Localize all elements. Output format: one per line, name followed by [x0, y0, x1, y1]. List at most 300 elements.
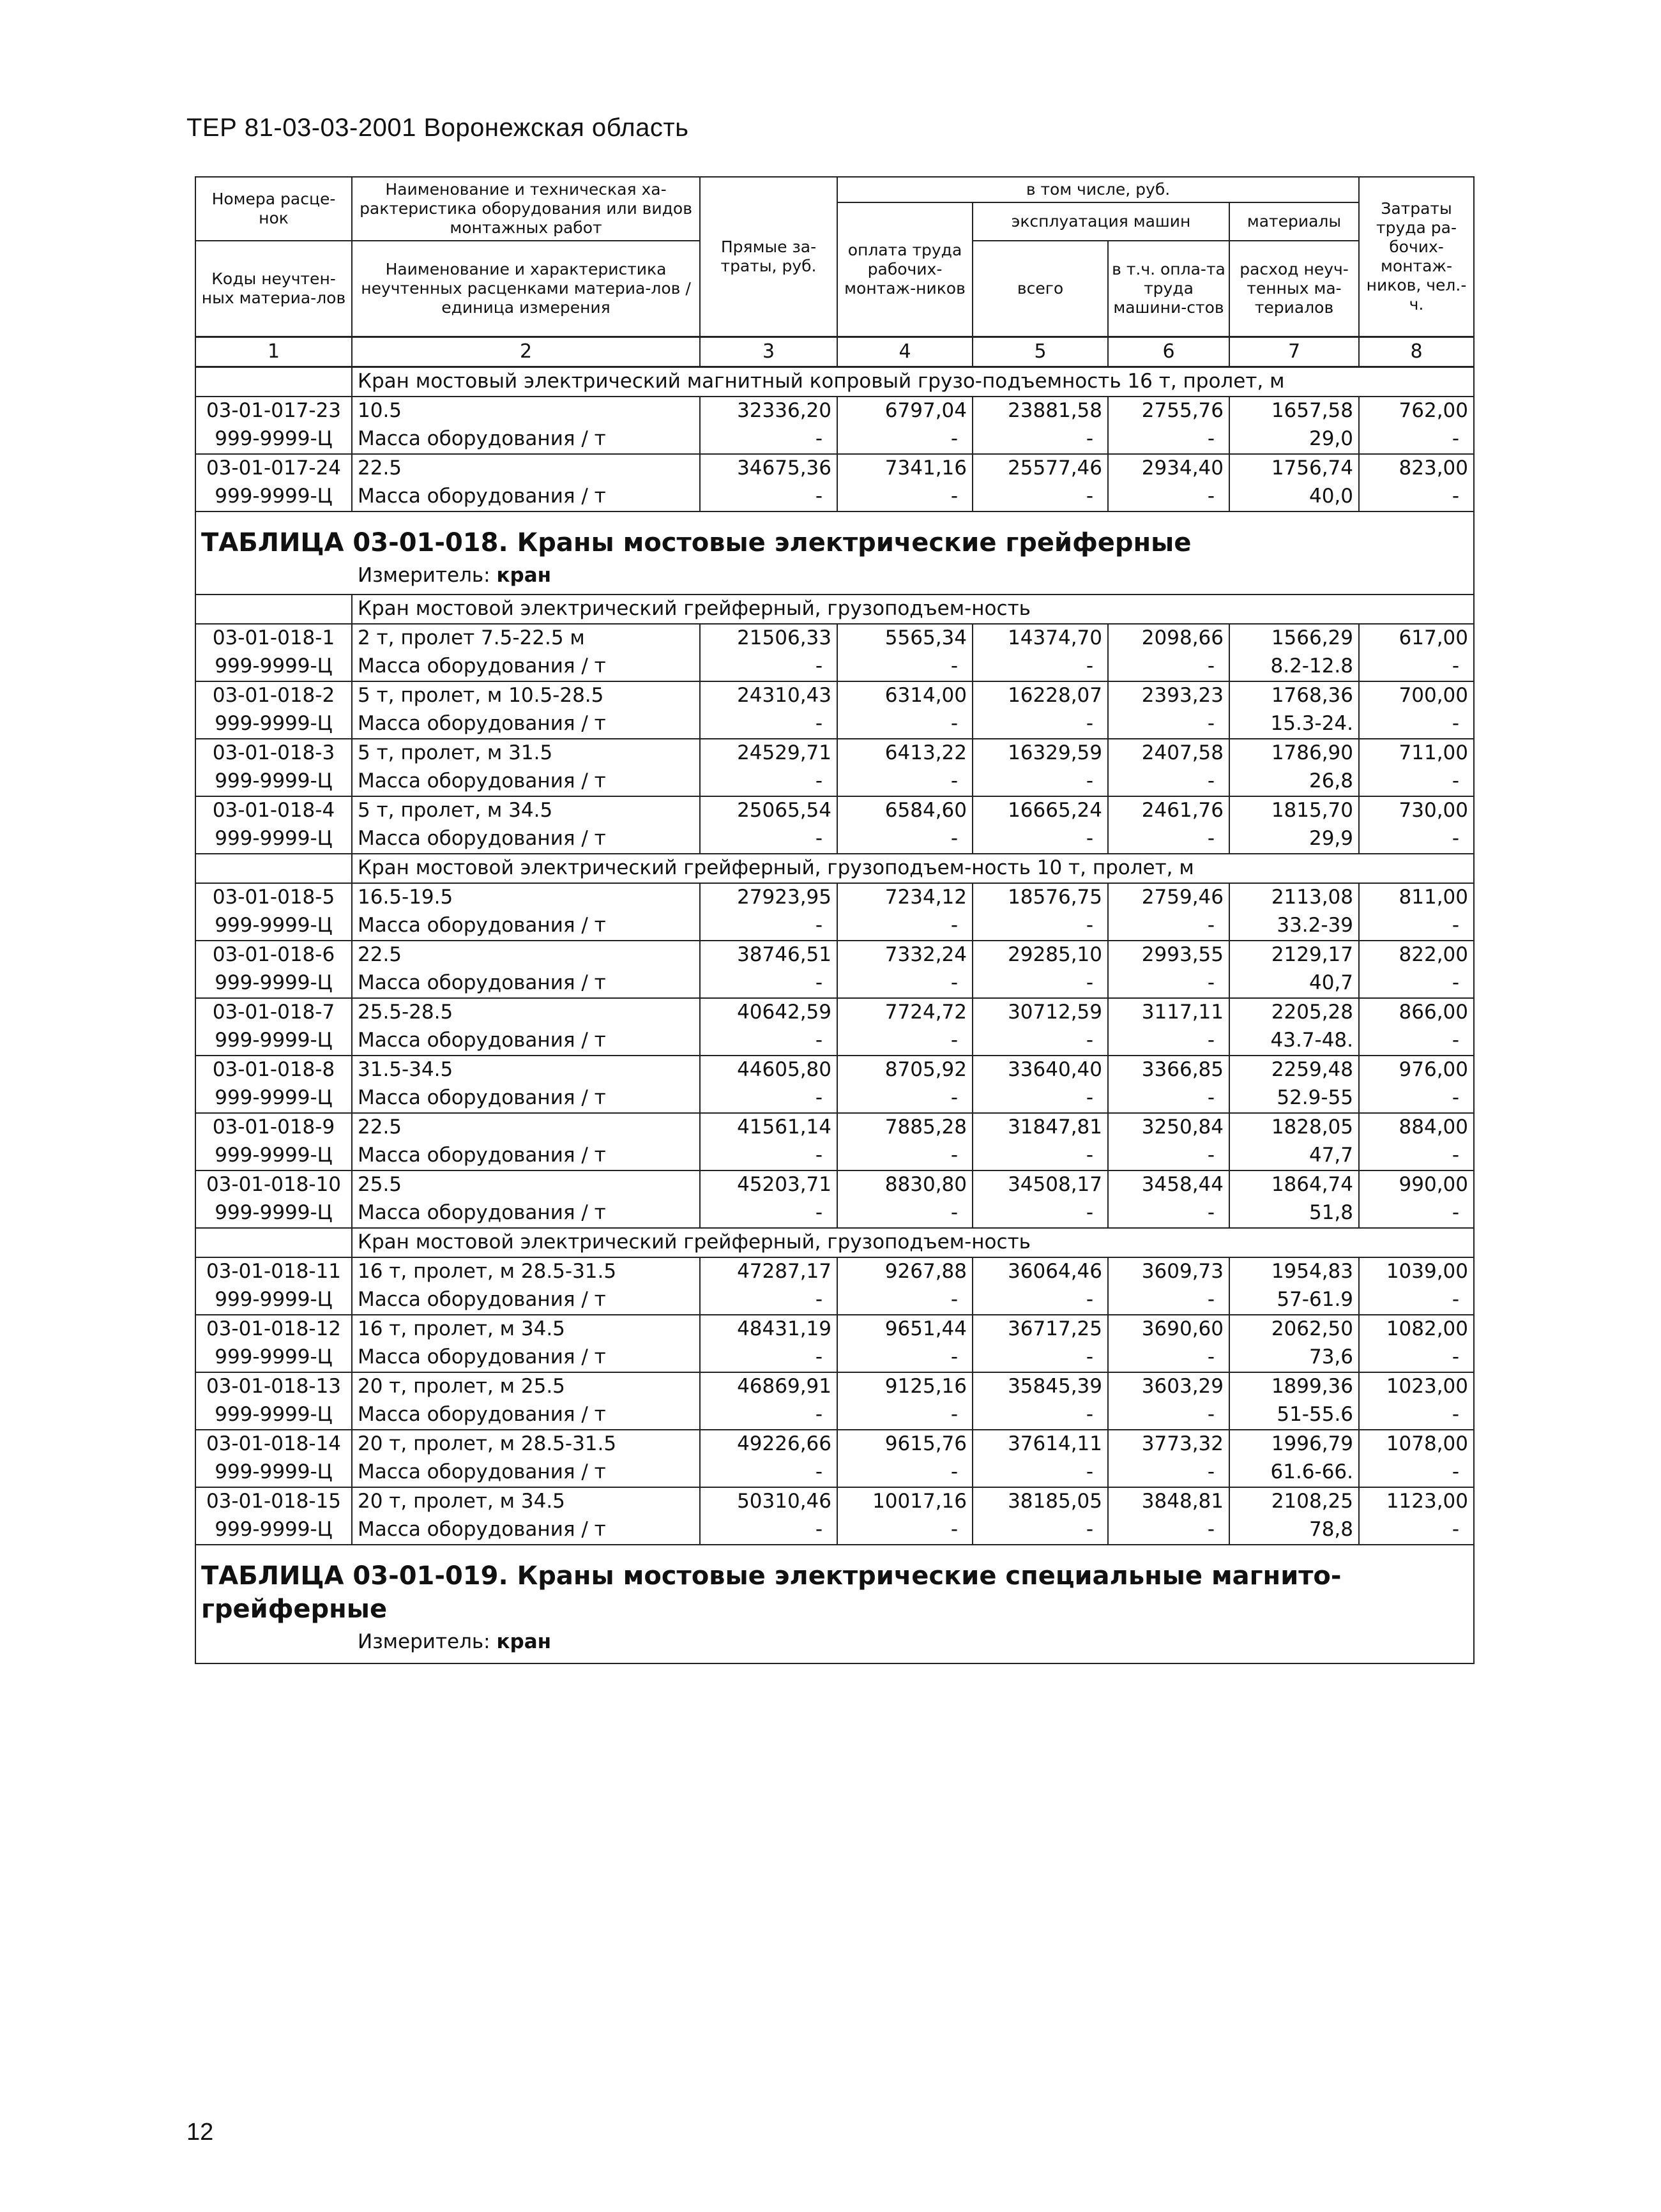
- machinist-pay: 2098,66: [1108, 624, 1229, 653]
- materials-cost: 1566,29: [1229, 624, 1359, 653]
- rate-name: 16 т, пролет, м 34.5: [352, 1315, 700, 1344]
- machine-cost: 31847,81: [973, 1113, 1108, 1142]
- machine-cost: 37614,11: [973, 1430, 1108, 1458]
- direct-cost: 32336,20: [700, 397, 837, 425]
- labor-cost: 9125,16: [837, 1372, 973, 1401]
- material-code: 999-9999-Ц: [195, 1286, 352, 1315]
- rate-name: 5 т, пролет, м 10.5-28.5: [352, 681, 700, 710]
- table-row: [195, 681, 1474, 710]
- labor-hours: 1082,00: [1359, 1315, 1474, 1344]
- materials-cost: 1954,83: [1229, 1257, 1359, 1286]
- material-name: Масса оборудования / т: [352, 425, 700, 454]
- rate-name: 20 т, пролет, м 25.5: [352, 1372, 700, 1401]
- table-row: [195, 941, 1474, 969]
- direct-cost: 24529,71: [700, 739, 837, 768]
- machine-cost: 36717,25: [973, 1315, 1108, 1344]
- labor-cost: 9615,76: [837, 1430, 973, 1458]
- table-row: [195, 1170, 1474, 1199]
- material-machinist-pay: -: [1108, 425, 1229, 454]
- section-title: ТАБЛИЦА 03-01-018. Краны мостовые электрические грейферные: [195, 511, 1474, 562]
- material-consumption: 51,8: [1229, 1199, 1359, 1228]
- header-col5: всего: [973, 241, 1108, 337]
- material-labor-cost: -: [837, 425, 973, 454]
- material-consumption: 43.7-48.: [1229, 1027, 1359, 1056]
- materials-cost: 2113,08: [1229, 883, 1359, 912]
- header-including: в том числе, руб.: [837, 177, 1359, 202]
- materials-cost: 2062,50: [1229, 1315, 1359, 1344]
- rate-code: 03-01-018-10: [195, 1170, 352, 1199]
- materials-cost: 2108,25: [1229, 1487, 1359, 1516]
- machinist-pay: 3458,44: [1108, 1170, 1229, 1199]
- machinist-pay: 3848,81: [1108, 1487, 1229, 1516]
- material-labor-cost: -: [837, 969, 973, 998]
- material-name: Масса оборудования / т: [352, 1344, 700, 1372]
- machinist-pay: 3773,32: [1108, 1430, 1229, 1458]
- header-col1-bottom: Коды неучтен-ных материа-лов: [195, 241, 352, 337]
- section-title: ТАБЛИЦА 03-01-019. Краны мостовые электрические специальные магнито-грейферные: [195, 1545, 1474, 1628]
- material-direct-cost: -: [700, 768, 837, 796]
- materials-cost: 1815,70: [1229, 796, 1359, 825]
- rate-code: 03-01-018-7: [195, 998, 352, 1027]
- measure-row: [195, 562, 1474, 595]
- labor-cost: 6584,60: [837, 796, 973, 825]
- labor-cost: 5565,34: [837, 624, 973, 653]
- rate-code: 03-01-018-11: [195, 1257, 352, 1286]
- rate-name: 31.5-34.5: [352, 1056, 700, 1084]
- labor-hours: 762,00: [1359, 397, 1474, 425]
- labor-hours: 884,00: [1359, 1113, 1474, 1142]
- direct-cost: 27923,95: [700, 883, 837, 912]
- material-labor-cost: -: [837, 912, 973, 941]
- direct-cost: 44605,80: [700, 1056, 837, 1084]
- material-machinist-pay: -: [1108, 1286, 1229, 1315]
- direct-cost: 50310,46: [700, 1487, 837, 1516]
- rate-name: 16 т, пролет, м 28.5-31.5: [352, 1257, 700, 1286]
- material-consumption: 51-55.6: [1229, 1401, 1359, 1430]
- direct-cost: 45203,71: [700, 1170, 837, 1199]
- materials-cost: 1657,58: [1229, 397, 1359, 425]
- labor-hours: 823,00: [1359, 454, 1474, 483]
- labor-hours: 730,00: [1359, 796, 1474, 825]
- rate-code: 03-01-018-13: [195, 1372, 352, 1401]
- materials-cost: 1899,36: [1229, 1372, 1359, 1401]
- material-labor-cost: -: [837, 1458, 973, 1487]
- material-row: [195, 653, 1474, 681]
- material-name: Масса оборудования / т: [352, 1516, 700, 1545]
- rate-name: 22.5: [352, 941, 700, 969]
- group-row: [195, 1228, 1474, 1257]
- material-name: Масса оборудования / т: [352, 483, 700, 511]
- material-direct-cost: -: [700, 1027, 837, 1056]
- labor-cost: 9651,44: [837, 1315, 973, 1344]
- rate-code: 03-01-018-8: [195, 1056, 352, 1084]
- material-direct-cost: -: [700, 1286, 837, 1315]
- material-machine-cost: -: [973, 1084, 1108, 1113]
- labor-hours: 990,00: [1359, 1170, 1474, 1199]
- rate-name: 2 т, пролет 7.5-22.5 м: [352, 624, 700, 653]
- material-labor-cost: -: [837, 1516, 973, 1545]
- direct-cost: 40642,59: [700, 998, 837, 1027]
- material-code: 999-9999-Ц: [195, 653, 352, 681]
- header-col6: в т.ч. опла-та труда машини-стов: [1108, 241, 1229, 337]
- material-labor-cost: -: [837, 483, 973, 511]
- table-body: [195, 177, 1474, 1663]
- material-name: Масса оборудования / т: [352, 912, 700, 941]
- material-machinist-pay: -: [1108, 825, 1229, 854]
- machinist-pay: 2461,76: [1108, 796, 1229, 825]
- material-machine-cost: -: [973, 425, 1108, 454]
- material-row: [195, 1401, 1474, 1430]
- measure-cell: [195, 1628, 1474, 1663]
- material-code: 999-9999-Ц: [195, 825, 352, 854]
- material-direct-cost: -: [700, 1199, 837, 1228]
- material-code: 999-9999-Ц: [195, 912, 352, 941]
- machine-cost: 33640,40: [973, 1056, 1108, 1084]
- material-labor-hours: -: [1359, 912, 1474, 941]
- material-row: [195, 912, 1474, 941]
- labor-cost: 7341,16: [837, 454, 973, 483]
- labor-hours: 811,00: [1359, 883, 1474, 912]
- column-number: 6: [1108, 337, 1229, 367]
- material-labor-hours: -: [1359, 653, 1474, 681]
- material-row: [195, 1084, 1474, 1113]
- labor-hours: 1123,00: [1359, 1487, 1474, 1516]
- material-name: Масса оборудования / т: [352, 1027, 700, 1056]
- materials-cost: 1996,79: [1229, 1430, 1359, 1458]
- machine-cost: 30712,59: [973, 998, 1108, 1027]
- table-row: [195, 1372, 1474, 1401]
- material-name: Масса оборудования / т: [352, 1084, 700, 1113]
- material-name: Масса оборудования / т: [352, 825, 700, 854]
- group-code-cell: [195, 854, 352, 883]
- material-direct-cost: -: [700, 425, 837, 454]
- materials-cost: 2259,48: [1229, 1056, 1359, 1084]
- labor-cost: 6314,00: [837, 681, 973, 710]
- material-name: Масса оборудования / т: [352, 1458, 700, 1487]
- materials-cost: 1768,36: [1229, 681, 1359, 710]
- direct-cost: 48431,19: [700, 1315, 837, 1344]
- labor-cost: 6797,04: [837, 397, 973, 425]
- material-consumption: 52.9-55: [1229, 1084, 1359, 1113]
- table-row: [195, 739, 1474, 768]
- labor-hours: 822,00: [1359, 941, 1474, 969]
- rate-name: 10.5: [352, 397, 700, 425]
- material-direct-cost: -: [700, 912, 837, 941]
- measure-value: кран: [496, 1630, 552, 1653]
- material-labor-cost: -: [837, 1027, 973, 1056]
- column-number: 2: [352, 337, 700, 367]
- measure-value: кран: [496, 563, 552, 587]
- material-labor-hours: -: [1359, 1458, 1474, 1487]
- machinist-pay: 2407,58: [1108, 739, 1229, 768]
- material-consumption: 61.6-66.: [1229, 1458, 1359, 1487]
- materials-cost: 1786,90: [1229, 739, 1359, 768]
- rate-code: 03-01-018-5: [195, 883, 352, 912]
- material-consumption: 29,9: [1229, 825, 1359, 854]
- group-description: Кран мостовой электрический грейферный, грузоподъем-ность: [352, 1228, 1474, 1257]
- labor-cost: 7332,24: [837, 941, 973, 969]
- rate-code: 03-01-017-24: [195, 454, 352, 483]
- material-labor-cost: -: [837, 768, 973, 796]
- material-machine-cost: -: [973, 653, 1108, 681]
- column-number: 5: [973, 337, 1108, 367]
- material-labor-hours: -: [1359, 1142, 1474, 1170]
- material-machine-cost: -: [973, 1199, 1108, 1228]
- labor-cost: 7885,28: [837, 1113, 973, 1142]
- materials-cost: 2129,17: [1229, 941, 1359, 969]
- machine-cost: 18576,75: [973, 883, 1108, 912]
- measure-cell: [195, 562, 1474, 595]
- section-title-row: [195, 511, 1474, 562]
- machine-cost: 36064,46: [973, 1257, 1108, 1286]
- material-direct-cost: -: [700, 1344, 837, 1372]
- material-consumption: 73,6: [1229, 1344, 1359, 1372]
- labor-cost: 10017,16: [837, 1487, 973, 1516]
- material-name: Масса оборудования / т: [352, 768, 700, 796]
- material-machine-cost: -: [973, 710, 1108, 739]
- materials-cost: 2205,28: [1229, 998, 1359, 1027]
- material-machinist-pay: -: [1108, 1401, 1229, 1430]
- material-machine-cost: -: [973, 1286, 1108, 1315]
- material-machine-cost: -: [973, 1516, 1108, 1545]
- machine-cost: 14374,70: [973, 624, 1108, 653]
- rate-name: 16.5-19.5: [352, 883, 700, 912]
- header-col7: расход неуч-тенных ма-териалов: [1229, 241, 1359, 337]
- material-machine-cost: -: [973, 1142, 1108, 1170]
- section-title-row: [195, 1545, 1474, 1628]
- header-col2-top: Наименование и техническая ха-рактеристика оборудования или видов монтажных работ: [352, 177, 700, 241]
- material-machinist-pay: -: [1108, 653, 1229, 681]
- material-machine-cost: -: [973, 825, 1108, 854]
- material-machinist-pay: -: [1108, 1458, 1229, 1487]
- rate-code: 03-01-018-3: [195, 739, 352, 768]
- material-consumption: 29,0: [1229, 425, 1359, 454]
- material-name: Масса оборудования / т: [352, 1401, 700, 1430]
- material-labor-cost: -: [837, 825, 973, 854]
- material-row: [195, 1286, 1474, 1315]
- material-direct-cost: -: [700, 483, 837, 511]
- direct-cost: 47287,17: [700, 1257, 837, 1286]
- materials-cost: 1828,05: [1229, 1113, 1359, 1142]
- material-machinist-pay: -: [1108, 768, 1229, 796]
- material-labor-cost: -: [837, 1286, 973, 1315]
- direct-cost: 21506,33: [700, 624, 837, 653]
- labor-hours: 866,00: [1359, 998, 1474, 1027]
- rate-name: 5 т, пролет, м 31.5: [352, 739, 700, 768]
- machine-cost: 16329,59: [973, 739, 1108, 768]
- material-machinist-pay: -: [1108, 483, 1229, 511]
- material-row: [195, 969, 1474, 998]
- materials-cost: 1864,74: [1229, 1170, 1359, 1199]
- material-code: 999-9999-Ц: [195, 1516, 352, 1545]
- material-code: 999-9999-Ц: [195, 1199, 352, 1228]
- material-machinist-pay: -: [1108, 1084, 1229, 1113]
- table-row: [195, 1430, 1474, 1458]
- material-name: Масса оборудования / т: [352, 653, 700, 681]
- material-code: 999-9999-Ц: [195, 768, 352, 796]
- column-numbers-row: [195, 337, 1474, 367]
- rate-name: 20 т, пролет, м 34.5: [352, 1487, 700, 1516]
- rate-code: 03-01-018-4: [195, 796, 352, 825]
- material-labor-hours: -: [1359, 825, 1474, 854]
- header-materials: материалы: [1229, 202, 1359, 241]
- rate-code: 03-01-018-6: [195, 941, 352, 969]
- direct-cost: 24310,43: [700, 681, 837, 710]
- material-row: [195, 1458, 1474, 1487]
- column-number: 8: [1359, 337, 1474, 367]
- machine-cost: 16665,24: [973, 796, 1108, 825]
- rate-code: 03-01-018-14: [195, 1430, 352, 1458]
- labor-hours: 711,00: [1359, 739, 1474, 768]
- direct-cost: 49226,66: [700, 1430, 837, 1458]
- material-labor-hours: -: [1359, 1401, 1474, 1430]
- group-description: Кран мостовой электрический грейферный, грузоподъем-ность: [352, 595, 1474, 624]
- material-machinist-pay: -: [1108, 1516, 1229, 1545]
- rate-name: 20 т, пролет, м 28.5-31.5: [352, 1430, 700, 1458]
- material-labor-hours: -: [1359, 1027, 1474, 1056]
- material-direct-cost: -: [700, 710, 837, 739]
- machinist-pay: 2393,23: [1108, 681, 1229, 710]
- machinist-pay: 2755,76: [1108, 397, 1229, 425]
- machine-cost: 29285,10: [973, 941, 1108, 969]
- material-row: [195, 483, 1474, 511]
- header-col4: оплата труда рабочих-монтаж-ников: [837, 202, 973, 337]
- group-code-cell: [195, 367, 352, 397]
- labor-hours: 1039,00: [1359, 1257, 1474, 1286]
- group-code-cell: [195, 1228, 352, 1257]
- material-machine-cost: -: [973, 1458, 1108, 1487]
- machinist-pay: 3609,73: [1108, 1257, 1229, 1286]
- material-machinist-pay: -: [1108, 912, 1229, 941]
- table-row: [195, 1257, 1474, 1286]
- table-row: [195, 1056, 1474, 1084]
- machine-cost: 35845,39: [973, 1372, 1108, 1401]
- material-direct-cost: -: [700, 1401, 837, 1430]
- header-col8: Затраты труда ра-бочих-монтаж-ников, чел.-ч.: [1359, 177, 1474, 337]
- material-labor-cost: -: [837, 1344, 973, 1372]
- material-name: Масса оборудования / т: [352, 1286, 700, 1315]
- labor-cost: 8830,80: [837, 1170, 973, 1199]
- material-machine-cost: -: [973, 768, 1108, 796]
- machinist-pay: 2759,46: [1108, 883, 1229, 912]
- material-machine-cost: -: [973, 969, 1108, 998]
- material-consumption: 8.2-12.8: [1229, 653, 1359, 681]
- rate-code: 03-01-018-9: [195, 1113, 352, 1142]
- material-labor-hours: -: [1359, 969, 1474, 998]
- material-code: 999-9999-Ц: [195, 1084, 352, 1113]
- group-description: Кран мостовой электрический грейферный, грузоподъем-ность 10 т, пролет, м: [352, 854, 1474, 883]
- rate-code: 03-01-018-12: [195, 1315, 352, 1344]
- page-number: 12: [186, 2119, 214, 2146]
- labor-cost: 7724,72: [837, 998, 973, 1027]
- material-labor-hours: -: [1359, 1084, 1474, 1113]
- material-code: 999-9999-Ц: [195, 1401, 352, 1430]
- group-row: [195, 854, 1474, 883]
- labor-hours: 1078,00: [1359, 1430, 1474, 1458]
- material-labor-cost: -: [837, 710, 973, 739]
- material-consumption: 47,7: [1229, 1142, 1359, 1170]
- rate-name: 22.5: [352, 1113, 700, 1142]
- material-machinist-pay: -: [1108, 1199, 1229, 1228]
- material-labor-cost: -: [837, 1142, 973, 1170]
- material-direct-cost: -: [700, 1084, 837, 1113]
- labor-cost: 9267,88: [837, 1257, 973, 1286]
- rate-name: 25.5-28.5: [352, 998, 700, 1027]
- header-col1-top: Номера расце-нок: [195, 177, 352, 241]
- table-row: [195, 624, 1474, 653]
- direct-cost: 46869,91: [700, 1372, 837, 1401]
- machine-cost: 38185,05: [973, 1487, 1108, 1516]
- material-labor-cost: -: [837, 653, 973, 681]
- rate-code: 03-01-017-23: [195, 397, 352, 425]
- material-consumption: 15.3-24.: [1229, 710, 1359, 739]
- rate-code: 03-01-018-2: [195, 681, 352, 710]
- column-number: 3: [700, 337, 837, 367]
- direct-cost: 34675,36: [700, 454, 837, 483]
- group-code-cell: [195, 595, 352, 624]
- labor-cost: 6413,22: [837, 739, 973, 768]
- material-machine-cost: -: [973, 1027, 1108, 1056]
- machinist-pay: 3117,11: [1108, 998, 1229, 1027]
- material-row: [195, 825, 1474, 854]
- material-code: 999-9999-Ц: [195, 1027, 352, 1056]
- column-number: 1: [195, 337, 352, 367]
- header-col2-bottom: Наименование и характеристика неучтенных расценками материа-лов / единица измерения: [352, 241, 700, 337]
- rate-code: 03-01-018-1: [195, 624, 352, 653]
- material-direct-cost: -: [700, 1458, 837, 1487]
- material-direct-cost: -: [700, 1142, 837, 1170]
- material-labor-hours: -: [1359, 1344, 1474, 1372]
- material-labor-hours: -: [1359, 1199, 1474, 1228]
- materials-cost: 1756,74: [1229, 454, 1359, 483]
- material-labor-hours: -: [1359, 768, 1474, 796]
- table-row: [195, 883, 1474, 912]
- material-machinist-pay: -: [1108, 1344, 1229, 1372]
- rate-code: 03-01-018-15: [195, 1487, 352, 1516]
- material-row: [195, 1027, 1474, 1056]
- material-machine-cost: -: [973, 1344, 1108, 1372]
- material-name: Масса оборудования / т: [352, 710, 700, 739]
- material-code: 999-9999-Ц: [195, 710, 352, 739]
- material-machine-cost: -: [973, 483, 1108, 511]
- material-consumption: 33.2-39: [1229, 912, 1359, 941]
- column-number: 7: [1229, 337, 1359, 367]
- table-row: [195, 454, 1474, 483]
- material-row: [195, 1199, 1474, 1228]
- material-consumption: 26,8: [1229, 768, 1359, 796]
- group-description: Кран мостовый электрический магнитный копровый грузо-подъемность 16 т, пролет, м: [352, 367, 1474, 397]
- header-col3: Прямые за-траты, руб.: [700, 177, 837, 337]
- material-row: [195, 1344, 1474, 1372]
- material-code: 999-9999-Ц: [195, 969, 352, 998]
- material-direct-cost: -: [700, 825, 837, 854]
- material-consumption: 40,0: [1229, 483, 1359, 511]
- material-direct-cost: -: [700, 653, 837, 681]
- machinist-pay: 3690,60: [1108, 1315, 1229, 1344]
- machinist-pay: 2993,55: [1108, 941, 1229, 969]
- table-row: [195, 998, 1474, 1027]
- machinist-pay: 3250,84: [1108, 1113, 1229, 1142]
- material-labor-hours: -: [1359, 425, 1474, 454]
- direct-cost: 25065,54: [700, 796, 837, 825]
- material-consumption: 40,7: [1229, 969, 1359, 998]
- column-number: 4: [837, 337, 973, 367]
- material-machine-cost: -: [973, 1401, 1108, 1430]
- material-code: 999-9999-Ц: [195, 483, 352, 511]
- labor-cost: 7234,12: [837, 883, 973, 912]
- material-row: [195, 768, 1474, 796]
- table-row: [195, 1315, 1474, 1344]
